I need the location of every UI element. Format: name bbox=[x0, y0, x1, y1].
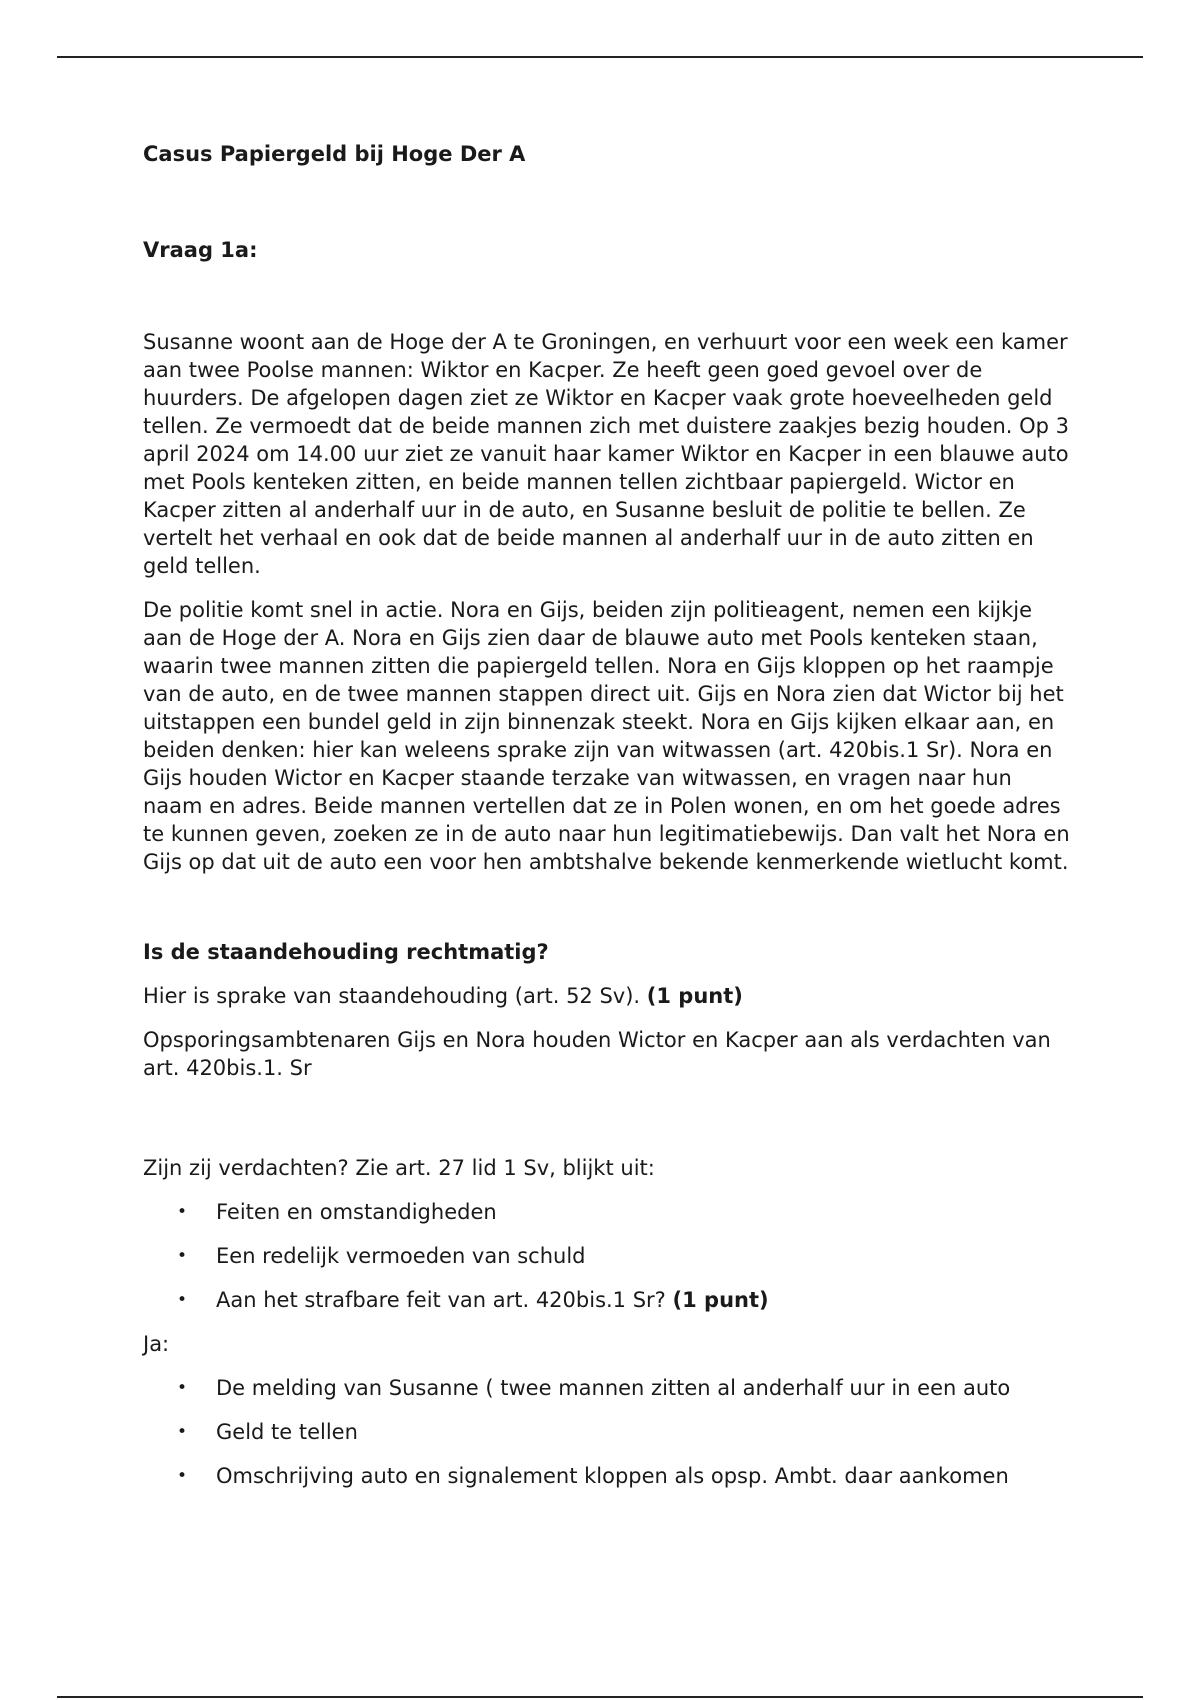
bullet-icon: • bbox=[177, 1378, 188, 1398]
list-item-text: Een redelijk vermoeden van schuld bbox=[216, 1244, 586, 1268]
bullet-icon: • bbox=[177, 1422, 188, 1442]
case-paragraph-2: De politie komt snel in actie. Nora en Gijs, beiden zijn politieagent, nemen een kijkje aan de Hoge der A. Nora en Gijs zien daar de blauwe auto met Pools kenteken staan, waarin twee mannen zitten die papiergeld tellen. Nora en Gijs kloppen op het raampje van de auto, en de twee mannen stappen direct uit. Gijs en Nora zien dat Wictor bij het uitstappen een bundel geld in zijn binnenzak steekt. Nora en Gijs kijken elkaar aan, en beiden denken: hier kan weleens sprake zijn van witwassen (art. 420bis.1 Sr). Nora en Gijs houden Wictor en Kacper staande terzake van witwassen, en vragen naar hun naam en adres. Beide mannen vertellen dat ze in Polen wonen, en om het goede adres te kunnen geven, zoeken ze in de auto naar hun legitimatiebewijs. Dan valt het Nora en Gijs op dat uit de auto een voor hen ambtshalve bekende kenmerkende wietlucht komt. bbox=[143, 598, 1070, 874]
criteria-list bbox=[143, 1198, 1073, 1314]
list-item-text: Omschrijving auto en signalement kloppen als opsp. Ambt. daar aankomen bbox=[216, 1464, 1009, 1488]
list-item-text: Aan het strafbare feit van art. 420bis.1 Sr? bbox=[216, 1288, 673, 1312]
case-paragraph-1: Susanne woont aan de Hoge der A te Groningen, en verhuurt voor een week een kamer aan twee Poolse mannen: Wiktor en Kacper. Ze heeft geen goed gevoel over de huurders. De afgelopen dagen ziet ze Wiktor en Kacper vaak grote hoeveelheden geld tellen. Ze vermoedt dat de beide mannen zich met duistere zaakjes bezig houden. Op 3 april 2024 om 14.00 uur ziet ze vanuit haar kamer Wiktor en Kacper in een blauwe auto met Pools kenteken zitten, en beide mannen tellen zichtbaar papiergeld. Wictor en Kacper zitten al anderhalf uur in de auto, en Susanne besluit de politie te bellen. Ze vertelt het verhaal en ook dat de beide mannen al anderhalf uur in de auto zitten en geld tellen. bbox=[143, 330, 1070, 578]
bullet-icon: • bbox=[177, 1202, 188, 1222]
list-item bbox=[143, 1198, 1073, 1226]
bullet-icon: • bbox=[177, 1246, 188, 1266]
suspect-question: Zijn zij verdachten? Zie art. 27 lid 1 Sv, blijkt uit: bbox=[143, 1156, 655, 1180]
list-item bbox=[143, 1374, 1073, 1402]
document-body bbox=[143, 140, 1073, 1490]
list-item bbox=[143, 1462, 1073, 1490]
list-item bbox=[143, 1418, 1073, 1446]
points-label: (1 punt) bbox=[646, 984, 743, 1008]
document-title: Casus Papiergeld bij Hoge Der A bbox=[143, 142, 526, 166]
question-heading: Vraag 1a: bbox=[143, 238, 258, 262]
page-bottom-rule bbox=[57, 1696, 1143, 1698]
page-top-rule bbox=[57, 56, 1143, 58]
bullet-icon: • bbox=[177, 1466, 188, 1486]
evidence-list bbox=[143, 1374, 1073, 1490]
points-label: (1 punt) bbox=[672, 1288, 769, 1312]
answer-line-staandehouding bbox=[143, 982, 1073, 1010]
answer-line-verdachten: Opsporingsambtenaren Gijs en Nora houden Wictor en Kacper aan als verdachten van art. 420bis.1. Sr bbox=[143, 1028, 1051, 1080]
list-item bbox=[143, 1242, 1073, 1270]
answer-line-text: Hier is sprake van staandehouding (art. 52 Sv). bbox=[143, 984, 647, 1008]
yes-label: Ja: bbox=[143, 1332, 170, 1356]
list-item-text: Feiten en omstandigheden bbox=[216, 1200, 497, 1224]
list-item-text: Geld te tellen bbox=[216, 1420, 358, 1444]
sub-question-heading: Is de staandehouding rechtmatig? bbox=[143, 940, 549, 964]
list-item-text: De melding van Susanne ( twee mannen zitten al anderhalf uur in een auto bbox=[216, 1376, 1011, 1400]
bullet-icon: • bbox=[177, 1290, 188, 1310]
list-item bbox=[143, 1286, 1073, 1314]
